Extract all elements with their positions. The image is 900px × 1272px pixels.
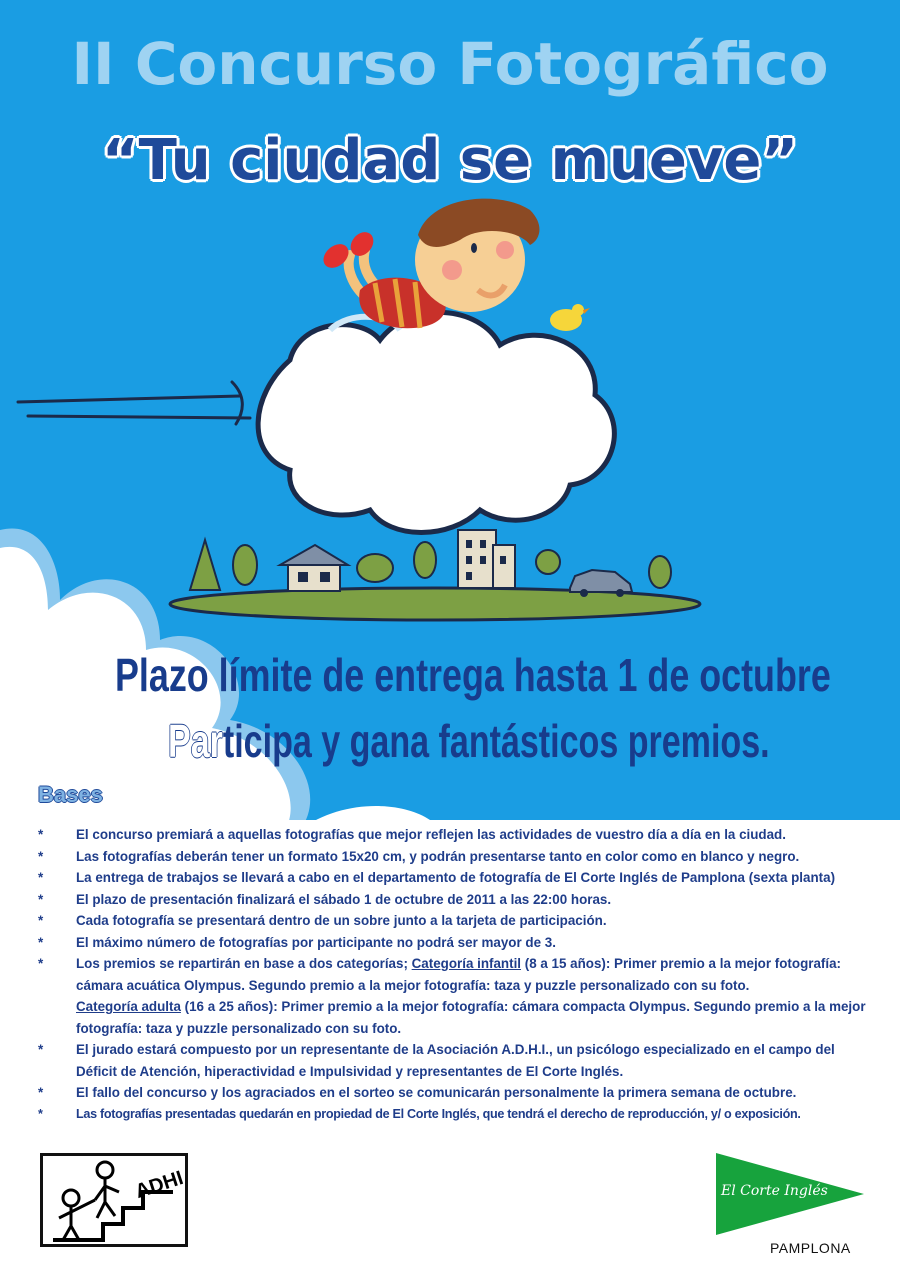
adhi-logo [40,1153,188,1247]
rule-item: * Cada fotografía se presentará dentro de un sobre junto a la tarjeta de participación. [38,913,607,928]
rule-item: * El concurso premiará a aquellas fotografías que mejor reflejen las actividades de vuestro día a día en la ciudad. [38,827,786,842]
rules-list [38,824,878,1125]
house-icon [280,545,348,591]
participate-heading [168,714,770,768]
rule-item-prizes: * Los premios se repartirán en base a dos categorías; Categoría infantil (8 a 15 años): Primer premio a la mejor fotografía: cámara acuática Olympus. Segundo premio a la mejor fotografía: taza y puzzle personalizado con su foto. Categoría adulta (16 a 25 años): Primer premio a la mejor fotografía: cámara compacta Olympus. Segundo premio a la mejor fotografía: taza y puzzle personalizado con su foto. [38,956,866,1036]
town-island [170,530,700,620]
rule-item: * Las fotografías deberán tener un formato 15x20 cm, y podrán presentarse tanto en color como en blanco y negro. [38,848,800,864]
el-corte-ingles-logo-text [715,1153,865,1235]
category-infantil: Categoría infantil [411,956,522,971]
eci-name: El Corte Inglés [721,1183,828,1199]
participate-part2: ticipa y gana fantásticos premios. [222,715,770,767]
boy-on-cloud-illustration [319,199,590,331]
rule-item: * El jurado estará compuesto por un representante de la Asociación A.D.H.I., un psicólogo especializado en el campo del Déficit de Atención, hiperactividad e Impulsividad y representantes de El Corte Inglés. [38,1042,835,1079]
poster-title: II Concurso Fotográfico [71,30,829,98]
category-adulta: Categoría adulta [76,999,181,1014]
adhi-label: ADHI [132,1167,186,1204]
adhi-figure-icon [43,1156,185,1244]
rule-item: * El máximo número de fotografías por participante no podrá ser mayor de 3. [38,934,556,950]
building-icon [458,530,515,588]
participate-part1: Par [168,715,223,767]
deadline-heading: Plazo límite de entrega hasta 1 de octubre [115,649,831,701]
eci-city: PAMPLONA [770,1240,851,1256]
rule-item: * El plazo de presentación finalizará el sábado 1 de octubre de 2011 a las 22:00 horas. [38,891,612,907]
bases-title: Bases [38,782,103,807]
rule-item: * Las fotografías presentadas quedarán en propiedad de El Corte Inglés, que tendrá el derecho de reproducción, y/ o exposición. [38,1106,801,1121]
car-icon [570,570,632,597]
rule-item: * El fallo del concurso y los agraciados en el sorteo se comunicarán personalmente la primera semana de octubre. [38,1085,797,1100]
poster-subtitle: “Tu ciudad se mueve” [101,128,799,193]
cloud-shape [258,312,614,532]
bird-icon [550,304,590,331]
motion-lines [18,382,250,424]
rule-item: * La entrega de trabajos se llevará a cabo en el departamento de fotografía de El Corte Inglés de Pamplona (sexta planta) [38,870,836,885]
